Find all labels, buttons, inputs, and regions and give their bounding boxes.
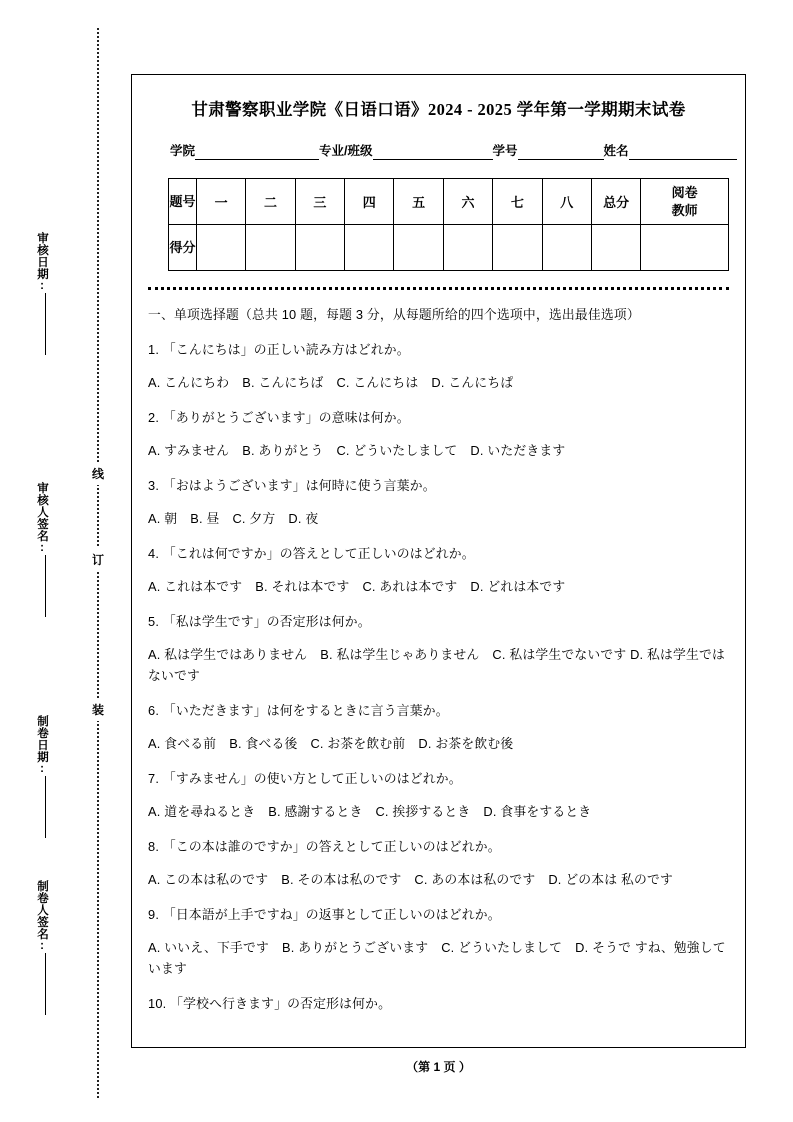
dotted-separator	[148, 287, 729, 290]
review-date-text: 审核日期:	[36, 232, 48, 293]
question-stem-10: 10. 「学校へ行きます」の否定形は何か。	[148, 996, 392, 1011]
score-table	[168, 178, 729, 271]
exam-paper-body	[131, 74, 746, 1048]
question-options-2: A. すみません B. ありがとう C. どういたしまして D. いただきます	[148, 443, 566, 458]
question-stem-4: 4. 「これは何ですか」の答えとして正しいのはどれか。	[148, 546, 475, 561]
student-name-field[interactable]	[604, 141, 737, 160]
reviewer-signature-label	[34, 482, 50, 617]
page-title: 甘肃警察职业学院《日语口语》2024 - 2025 学年第一学期期末试卷	[191, 100, 686, 119]
teacher-label-line1: 阅卷	[671, 184, 698, 200]
college-field[interactable]	[170, 141, 319, 160]
paper-date-label	[34, 715, 50, 838]
score-table-wrapper	[168, 178, 729, 271]
reviewer-signature-text: 审核人签名:	[36, 482, 48, 555]
binding-char-line: 线	[88, 462, 108, 485]
question-stem-8: 8. 「この本は誰のですか」の答えとして正しいのはどれか。	[148, 839, 501, 854]
paper-date-text: 制卷日期:	[36, 715, 48, 776]
question-options-9: A. いいえ、下手です B. ありがとうございます C. どういたしまして D. そうで すね、勉強しています	[148, 940, 726, 976]
binding-char-seal: 装	[88, 698, 108, 721]
score-cell-1[interactable]	[196, 225, 245, 271]
question-options-6: A. 食べる前 B. 食べる後 C. お茶を飲む前 D. お茶を飲む後	[148, 736, 514, 751]
question-stem-6: 6. 「いただきます」は何をするときに言う言葉か。	[148, 703, 449, 718]
question-stem-1: 1. 「こんにちは」の正しい読み方はどれか。	[148, 342, 410, 357]
student-id-blank[interactable]	[518, 145, 604, 160]
teacher-label-line2: 教师	[671, 202, 698, 218]
table-row-scores	[169, 225, 729, 271]
column-header-8: 八	[542, 179, 591, 225]
question-options-5: A. 私は学生ではありません B. 私は学生じゃありません C. 私は学生でないです D. 私は学生ではないです	[148, 647, 726, 683]
question-options-8: A. この本は私のです B. その本は私のです C. あの本は私のです D. どの本は 私のです	[148, 872, 674, 887]
row-label-score: 得分	[169, 225, 197, 271]
column-header-2: 二	[246, 179, 295, 225]
question-options-7: A. 道を尋ねるとき B. 感謝するとき C. 挨拶するとき D. 食事をするとき	[148, 804, 592, 819]
column-header-7: 七	[493, 179, 542, 225]
left-margin-annotations	[0, 0, 131, 1122]
binding-char-bind: 订	[88, 548, 108, 571]
score-cell-5[interactable]	[394, 225, 443, 271]
score-cell-7[interactable]	[493, 225, 542, 271]
question-options-4: A. これは本です B. それは本です C. あれは本です D. どれは本です	[148, 579, 566, 594]
column-header-5: 五	[394, 179, 443, 225]
paper-date-rule	[45, 776, 46, 838]
major-class-field[interactable]	[319, 141, 492, 160]
student-name-blank[interactable]	[629, 145, 737, 160]
college-blank[interactable]	[195, 145, 319, 160]
question-stem-2: 2. 「ありがとうございます」の意味は何か。	[148, 410, 410, 425]
column-header-total: 总分	[591, 179, 640, 225]
section-heading: 一、单项选择题（总共 10 题，每题 3 分，从每题所给的四个选项中，选出最佳选项）	[148, 307, 640, 322]
score-cell-total[interactable]	[591, 225, 640, 271]
question-stem-5: 5. 「私は学生です」の否定形は何か。	[148, 614, 371, 629]
column-header-4: 四	[345, 179, 394, 225]
paper-maker-signature-rule	[45, 953, 46, 1015]
major-class-blank[interactable]	[373, 145, 493, 160]
score-cell-8[interactable]	[542, 225, 591, 271]
student-info-line	[170, 141, 723, 160]
column-header-1: 一	[196, 179, 245, 225]
score-cell-2[interactable]	[246, 225, 295, 271]
row-label-question: 题号	[169, 179, 197, 225]
question-stem-7: 7. 「すみません」の使い方として正しいのはどれか。	[148, 771, 462, 786]
score-cell-teacher[interactable]	[641, 225, 729, 271]
reviewer-signature-rule	[45, 555, 46, 617]
student-id-field[interactable]	[493, 141, 604, 160]
major-class-label: 专业/班级	[319, 144, 373, 158]
question-stem-9: 9. 「日本語が上手ですね」の返事として正しいのはどれか。	[148, 907, 501, 922]
paper-maker-signature-text: 制卷人签名:	[36, 880, 48, 953]
student-name-label: 姓名	[603, 144, 629, 158]
review-date-rule	[45, 293, 46, 355]
score-cell-4[interactable]	[345, 225, 394, 271]
question-stem-3: 3. 「おはようございます」は何時に使う言葉か。	[148, 478, 436, 493]
student-id-label: 学号	[492, 144, 518, 158]
question-options-3: A. 朝 B. 昼 C. 夕方 D. 夜	[148, 511, 319, 526]
college-label: 学院	[170, 144, 196, 158]
score-cell-3[interactable]	[295, 225, 344, 271]
question-options-1: A. こんにちわ B. こんにちば C. こんにちは D. こんにちぱ	[148, 375, 514, 390]
review-date-label	[34, 232, 50, 355]
paper-maker-signature-label	[34, 880, 50, 1015]
score-cell-6[interactable]	[443, 225, 492, 271]
column-header-teacher	[641, 179, 729, 225]
column-header-3: 三	[295, 179, 344, 225]
page-footer: （第 1 页 ）	[406, 1060, 471, 1074]
table-row-question-numbers	[169, 179, 729, 225]
column-header-6: 六	[443, 179, 492, 225]
